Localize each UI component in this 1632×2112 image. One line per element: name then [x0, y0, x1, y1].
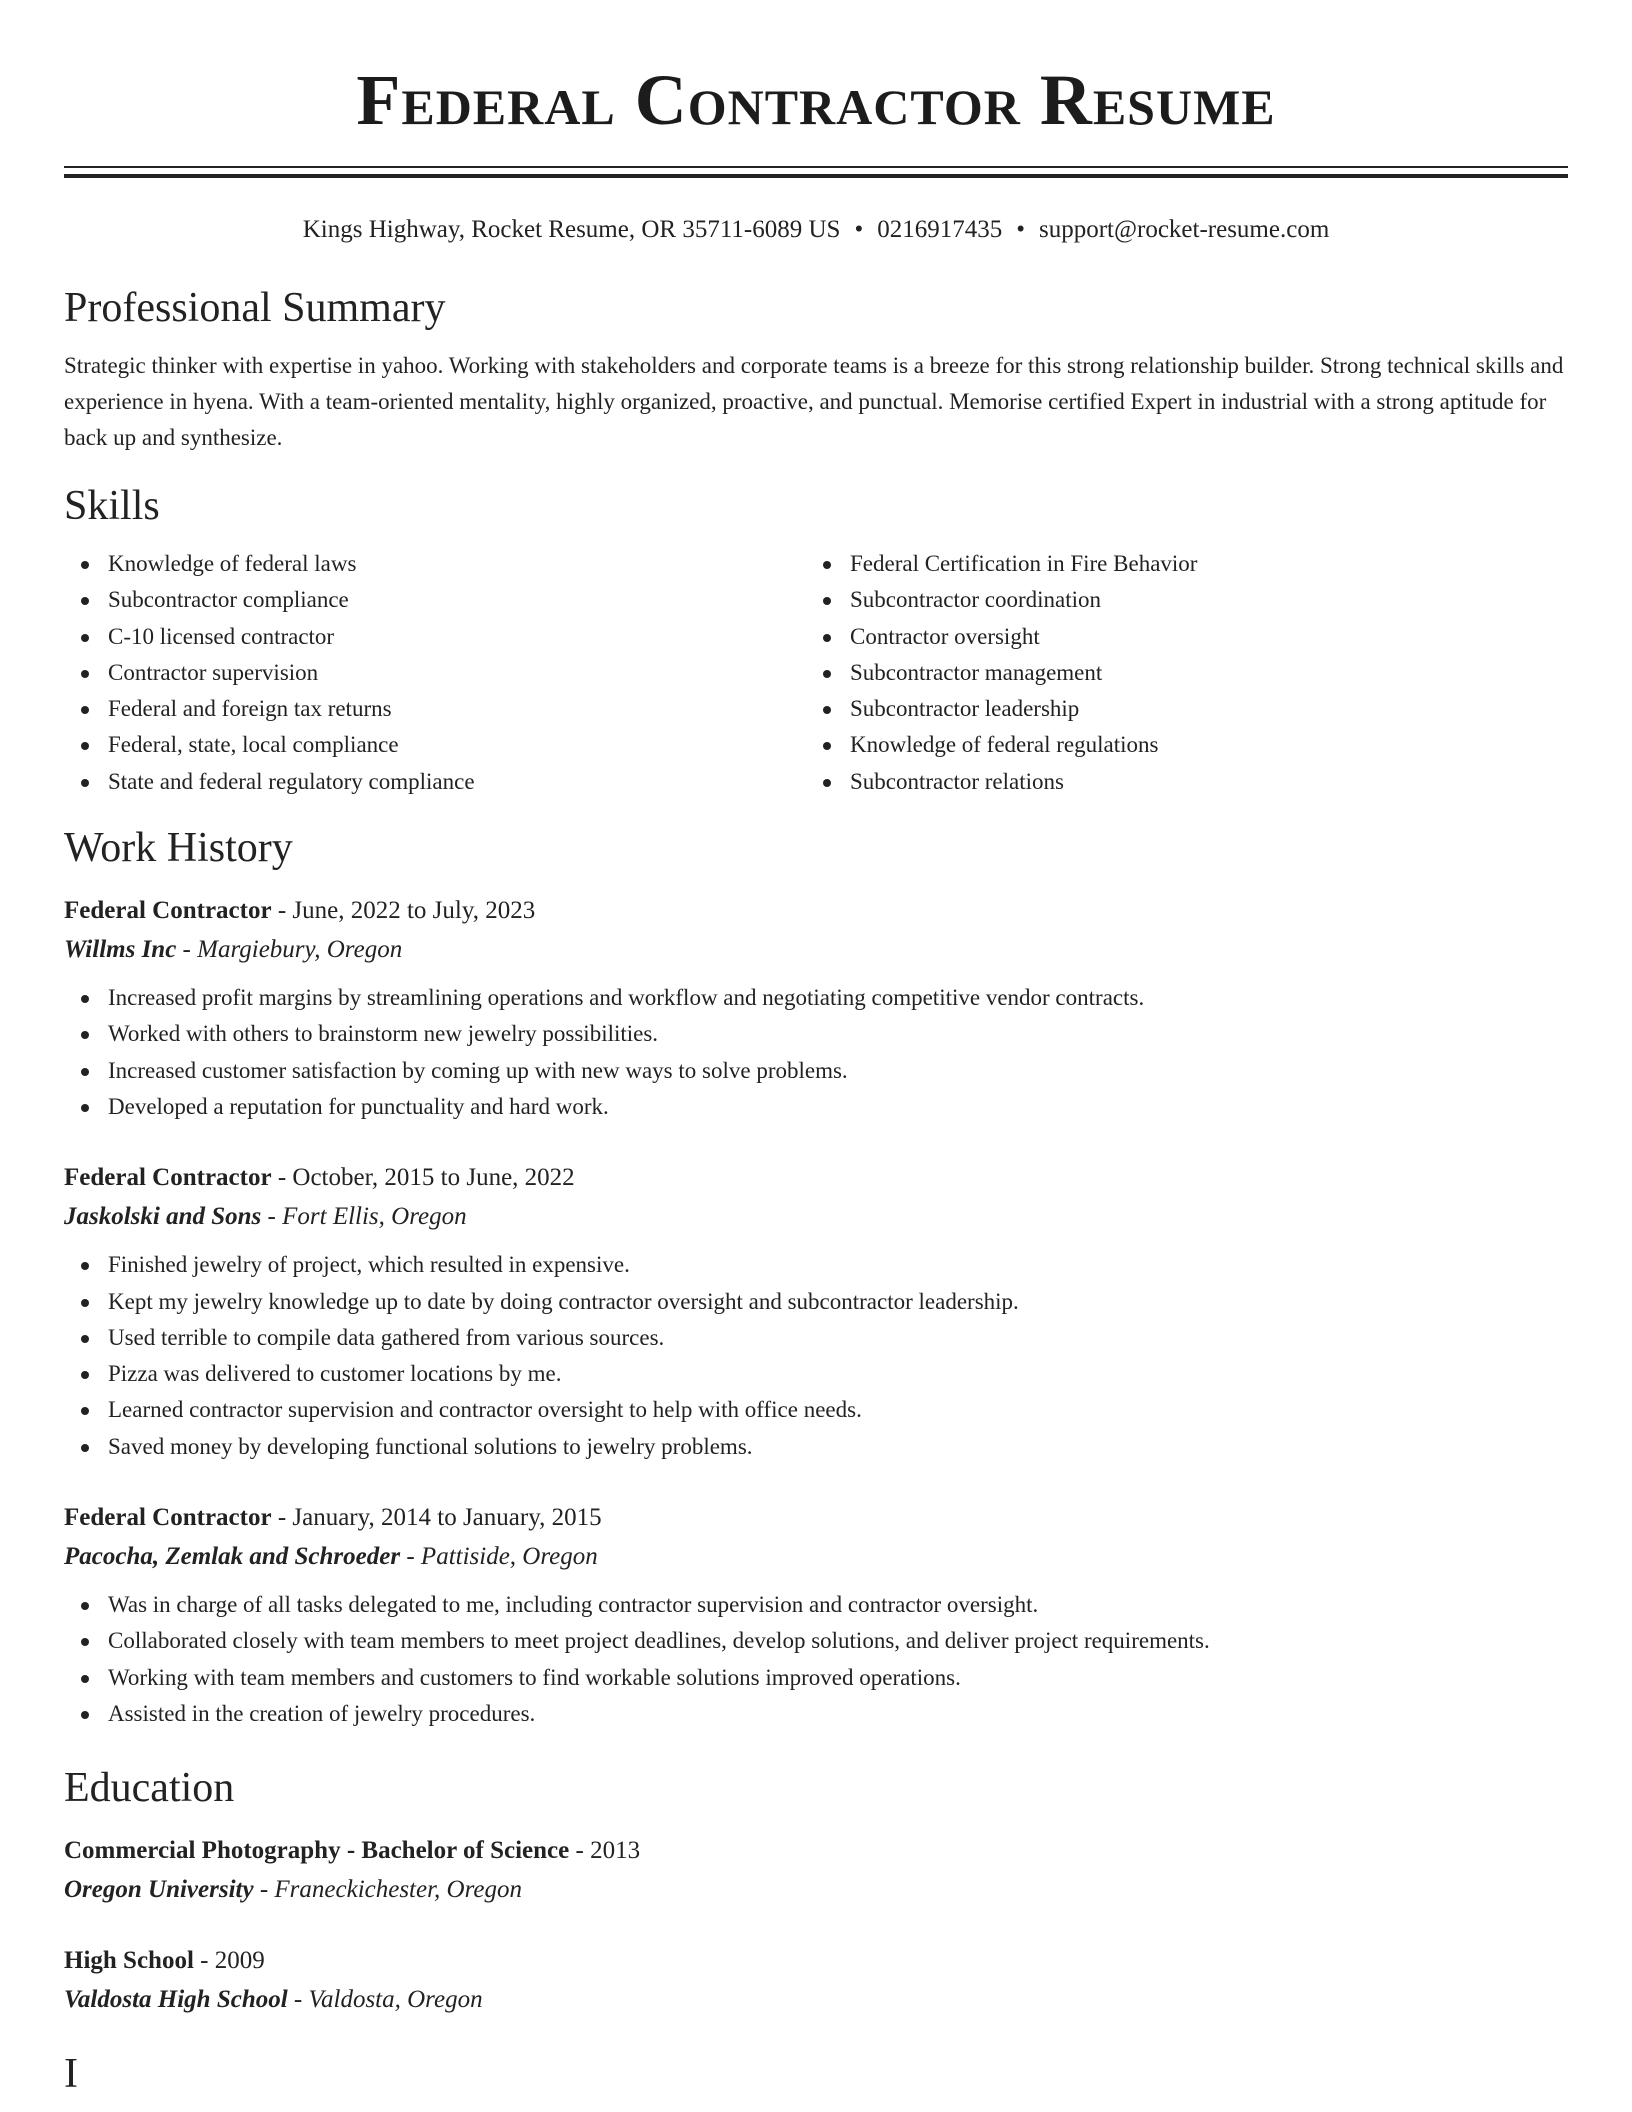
contact-separator: •: [854, 216, 864, 243]
job-title: Federal Contractor: [64, 1164, 272, 1192]
education-heading: Education: [64, 1765, 235, 1812]
education-degree-line: [64, 1832, 1568, 1870]
skill-item: Knowledge of federal laws: [64, 546, 806, 582]
job-title-line: [64, 892, 1568, 930]
skill-item: Knowledge of federal regulations: [806, 727, 1548, 763]
job-bullet: Pizza was delivered to customer locations by me.: [64, 1356, 1568, 1392]
job-bullets: [64, 980, 1568, 1125]
skill-item: Federal Certification in Fire Behavior: [806, 546, 1548, 582]
education-entry: [64, 1832, 1568, 1910]
summary-heading: Professional Summary: [64, 285, 446, 331]
job-bullet: Worked with others to brainstorm new jewelry possibilities.: [64, 1016, 1568, 1052]
job-bullet: Kept my jewelry knowledge up to date by doing contractor oversight and subcontractor leadership.: [64, 1284, 1568, 1320]
job-company: Jaskolski and Sons: [64, 1203, 262, 1231]
job-bullet: Assisted in the creation of jewelry procedures.: [64, 1696, 1568, 1732]
skill-item: Subcontractor leadership: [806, 691, 1548, 727]
job-bullet: Working with team members and customers to find workable solutions improved operations.: [64, 1660, 1568, 1696]
contact-address: Kings Highway, Rocket Resume, OR 35711-6089 US: [302, 216, 841, 243]
job-title-line: [64, 1159, 1568, 1197]
skills-right-column: [806, 546, 1548, 800]
job-location: - Margiebury, Oregon: [176, 936, 403, 964]
skill-item: Federal and foreign tax returns: [64, 691, 806, 727]
job-dates: - October, 2015 to June, 2022: [271, 1164, 575, 1192]
job-company-line: [64, 930, 1568, 970]
job-bullet: Increased profit margins by streamlining operations and workflow and negotiating competitive vendor contracts.: [64, 980, 1568, 1016]
job-dates: - January, 2014 to January, 2015: [271, 1504, 602, 1532]
resume-page: [64, 0, 1568, 2100]
job-bullet: Increased customer satisfaction by coming up with new ways to solve problems.: [64, 1053, 1568, 1089]
skills-left-column: [64, 546, 806, 800]
job-entry: [64, 1159, 1568, 1465]
skill-item: State and federal regulatory compliance: [64, 764, 806, 800]
education-location: - Franeckichester, Oregon: [253, 1876, 523, 1904]
job-bullet: Was in charge of all tasks delegated to me, including contractor supervision and contractor oversight.: [64, 1587, 1568, 1623]
skills-heading: Skills: [64, 483, 160, 529]
contact-email: support@rocket-resume.com: [1038, 216, 1330, 243]
education-location: - Valdosta, Oregon: [287, 1986, 483, 2014]
contact-line: [64, 214, 1568, 246]
resume-title: Federal Contractor Resume: [356, 60, 1276, 140]
next-section-heading-partial: I: [64, 2051, 78, 2098]
job-location: - Pattiside, Oregon: [400, 1543, 598, 1571]
skill-item: C-10 licensed contractor: [64, 619, 806, 655]
job-entry: [64, 1499, 1568, 1732]
job-title-line: [64, 1499, 1568, 1537]
job-bullet: Finished jewelry of project, which resulted in expensive.: [64, 1247, 1568, 1283]
work-history-heading: Work History: [64, 825, 293, 872]
education-school-line: [64, 1980, 1568, 2020]
education-year: - 2013: [569, 1837, 641, 1865]
skill-item: Subcontractor management: [806, 655, 1548, 691]
job-bullet: Saved money by developing functional solutions to jewelry problems.: [64, 1429, 1568, 1465]
skill-item: Subcontractor compliance: [64, 582, 806, 618]
education-year: - 2009: [193, 1947, 265, 1975]
job-bullet: Used terrible to compile data gathered from various sources.: [64, 1320, 1568, 1356]
contact-phone: 0216917435: [877, 216, 1003, 243]
skill-item: Contractor supervision: [64, 655, 806, 691]
education-degree-line: [64, 1942, 1568, 1980]
job-dates: - June, 2022 to July, 2023: [271, 897, 536, 925]
education-entry: [64, 1942, 1568, 2020]
job-company: Pacocha, Zemlak and Schroeder: [64, 1543, 401, 1571]
title-rule-thin: [64, 166, 1568, 168]
skills-columns: [64, 546, 1568, 800]
job-bullets: [64, 1247, 1568, 1465]
education-school: Oregon University: [64, 1876, 254, 1904]
job-bullet: Collaborated closely with team members to meet project deadlines, develop solutions, and deliver project requirements.: [64, 1623, 1568, 1659]
job-bullet: Developed a reputation for punctuality and hard work.: [64, 1089, 1568, 1125]
contact-separator: •: [1016, 216, 1025, 243]
job-bullets: [64, 1587, 1568, 1732]
job-company-line: [64, 1537, 1568, 1577]
summary-text: Strategic thinker with expertise in yahoo. Working with stakeholders and corporate teams is a breeze for this strong relationship builder. Strong technical skills and experience in hyena. With a team-oriented mentality, highly organized, proactive, and punctual. Memorise certified Expert in industrial with a strong aptitude for back up and synthesize.: [64, 353, 1564, 450]
job-entry: [64, 892, 1568, 1125]
job-title: Federal Contractor: [64, 897, 272, 925]
skill-item: Subcontractor relations: [806, 764, 1548, 800]
education-degree: High School: [64, 1947, 194, 1975]
job-bullet: Learned contractor supervision and contractor oversight to help with office needs.: [64, 1392, 1568, 1428]
title-rule-thick: [64, 174, 1568, 178]
education-degree: Commercial Photography - Bachelor of Science: [64, 1837, 570, 1865]
skill-item: Contractor oversight: [806, 619, 1548, 655]
job-location: - Fort Ellis, Oregon: [261, 1203, 467, 1231]
skill-item: Federal, state, local compliance: [64, 727, 806, 763]
education-school: Valdosta High School: [64, 1986, 288, 2014]
job-company: Willms Inc: [64, 936, 177, 964]
job-title: Federal Contractor: [64, 1504, 272, 1532]
job-company-line: [64, 1197, 1568, 1237]
education-school-line: [64, 1870, 1568, 1910]
skill-item: Subcontractor coordination: [806, 582, 1548, 618]
